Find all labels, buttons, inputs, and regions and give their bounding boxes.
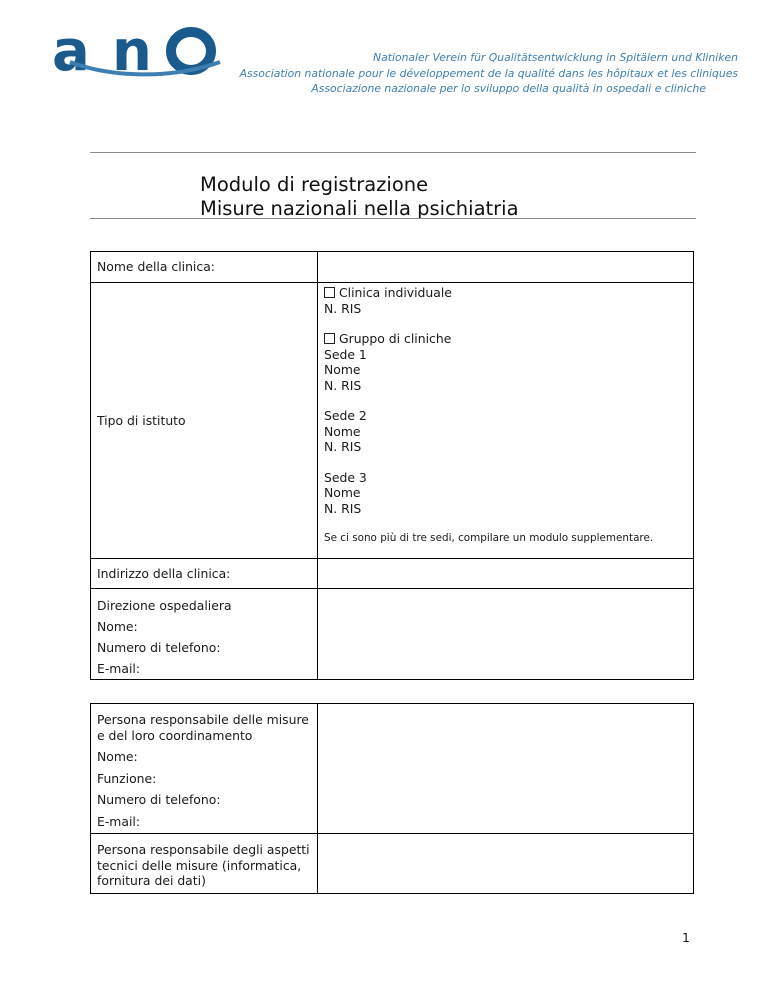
table-row — [91, 559, 694, 589]
responsible-label: Persona responsabile delle misure e del loro coordinamento Nome: Funzione: Numero di telefono: E-mail: — [91, 704, 318, 834]
svg-text:n: n — [112, 22, 152, 80]
table-row — [91, 252, 694, 283]
table-row — [91, 589, 694, 680]
address-field[interactable] — [318, 559, 694, 589]
institution-type-options: Clinica individuale N. RIS Gruppo di cliniche Sede 1 Nome N. RIS Sede 2 Nome N. RIS Sede 3 Nome N. RIS Se ci sono più di tre sedi, compilare un modulo supplementare. — [318, 283, 694, 559]
tagline-de: Nationaler Verein für Qualitätsentwicklung in Spitälern und Kliniken — [373, 51, 738, 64]
checkbox-icon[interactable] — [324, 333, 335, 344]
page-number: 1 — [682, 930, 690, 945]
single-clinic-option[interactable]: Clinica individuale — [324, 285, 687, 301]
checkbox-icon[interactable] — [324, 287, 335, 298]
management-label: Direzione ospedaliera Nome: Numero di telefono: E-mail: — [91, 589, 318, 680]
tagline-fr: Association nationale pour le développement de la qualité dans les hôpitaux et les cliniques — [239, 66, 738, 80]
tagline — [240, 50, 738, 97]
tagline-it: Associazione nazionale per lo sviluppo della qualità in ospedali e cliniche — [311, 82, 706, 95]
top-rule — [90, 152, 696, 153]
supplement-note: Se ci sono più di tre sedi, compilare un modulo supplementare. — [324, 532, 654, 544]
responsible-persons-table — [90, 703, 694, 894]
institution-type-label: Tipo di istituto — [91, 283, 318, 559]
clinic-info-table — [90, 251, 694, 680]
title-rule — [90, 218, 696, 219]
address-label: Indirizzo della clinica: — [91, 559, 318, 589]
anq-logo — [50, 22, 225, 80]
table-row — [91, 704, 694, 834]
clinic-name-label: Nome della clinica: — [91, 252, 318, 283]
responsible-field[interactable] — [318, 704, 694, 834]
page-title: Modulo di registrazione Misure nazionali nella psichiatria — [200, 173, 519, 220]
tech-responsible-label: Persona responsabile degli aspetti tecnici delle misure (informatica, fornitura dei dati) — [91, 834, 318, 894]
tech-responsible-field[interactable] — [318, 834, 694, 894]
management-field[interactable] — [318, 589, 694, 680]
svg-text:a: a — [52, 22, 90, 80]
table-row — [91, 283, 694, 559]
clinic-group-option[interactable]: Gruppo di cliniche — [324, 331, 687, 347]
table-row — [91, 834, 694, 894]
clinic-name-field[interactable] — [318, 252, 694, 283]
